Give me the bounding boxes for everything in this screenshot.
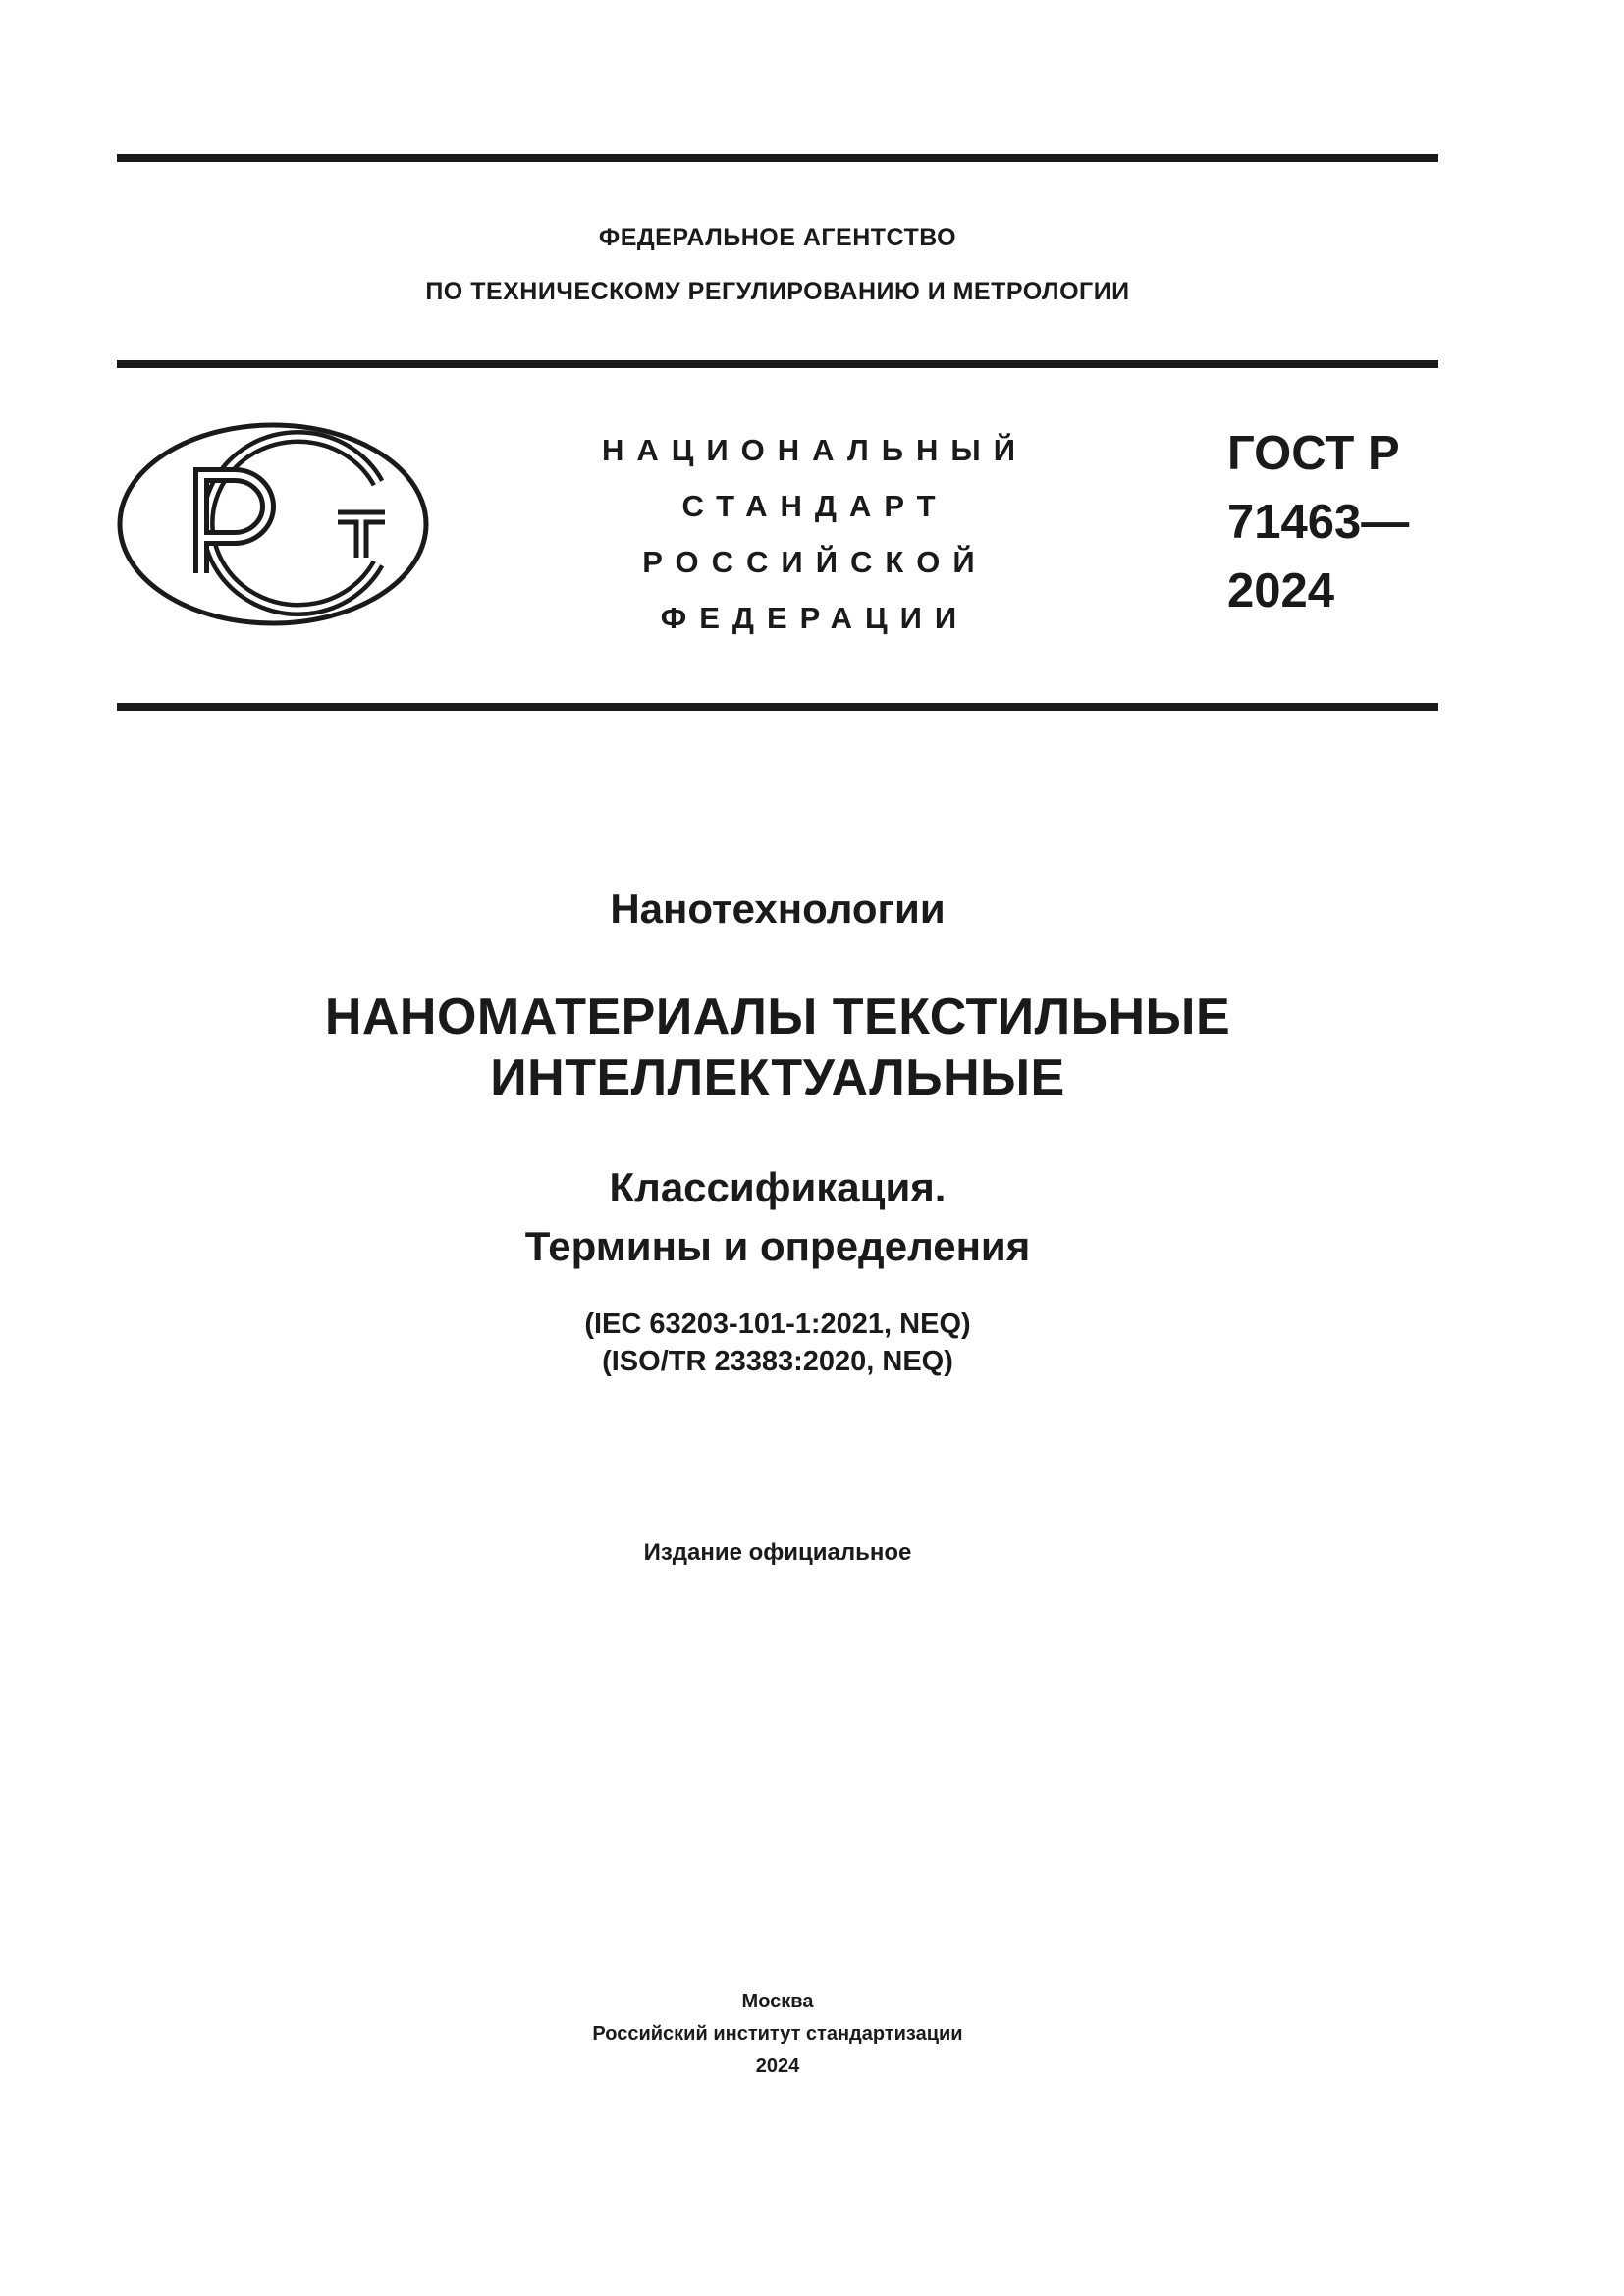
standard-type-line-2: СТАНДАРТ bbox=[681, 489, 948, 523]
gost-designation-line-2: 71463— bbox=[1227, 496, 1410, 549]
document-topic: Нанотехнологии bbox=[610, 885, 946, 932]
standard-type-line-4: ФЕДЕРАЦИИ bbox=[660, 601, 970, 635]
main-title-line-2: ИНТЕЛЛЕКТУАЛЬНЫЕ bbox=[490, 1049, 1065, 1106]
gost-designation bbox=[1227, 419, 1463, 625]
title-block-rule bbox=[117, 703, 1438, 711]
document-main-title bbox=[117, 987, 1438, 1108]
agency-line-2: ПО ТЕХНИЧЕСКОМУ РЕГУЛИРОВАНИЮ И МЕТРОЛОГИИ bbox=[425, 278, 1130, 305]
publisher-footer bbox=[117, 1986, 1438, 2083]
footer-publisher: Российский институт стандартизации bbox=[592, 2023, 963, 2045]
document-subtitle bbox=[117, 1158, 1438, 1276]
main-title-line-1: НАНОМАТЕРИАЛЫ ТЕКСТИЛЬНЫЕ bbox=[324, 988, 1231, 1045]
subtitle-line-1: Классификация. bbox=[609, 1164, 947, 1210]
rst-certification-logo-icon bbox=[117, 420, 429, 628]
footer-city: Москва bbox=[741, 1991, 814, 2012]
standard-type-line-1: НАЦИОНАЛЬНЫЙ bbox=[601, 433, 1029, 467]
edition-label: Издание официальное bbox=[643, 1539, 912, 1566]
standard-type-line-3: РОССИЙСКОЙ bbox=[642, 545, 988, 579]
gost-designation-line-3: 2024 bbox=[1227, 564, 1335, 617]
international-references bbox=[117, 1306, 1438, 1380]
standard-type bbox=[589, 422, 1041, 646]
footer-year: 2024 bbox=[755, 2056, 800, 2077]
reference-iso: (ISO/TR 23383:2020, NEQ) bbox=[602, 1346, 953, 1377]
header-bottom-rule bbox=[117, 360, 1438, 368]
top-rule bbox=[117, 154, 1438, 162]
agency-line-1: ФЕДЕРАЛЬНОЕ АГЕНТСТВО bbox=[598, 224, 957, 251]
gost-designation-line-1: ГОСТ Р bbox=[1227, 427, 1400, 480]
subtitle-line-2: Термины и определения bbox=[524, 1223, 1031, 1269]
reference-iec: (IEC 63203-101-1:2021, NEQ) bbox=[584, 1308, 971, 1340]
